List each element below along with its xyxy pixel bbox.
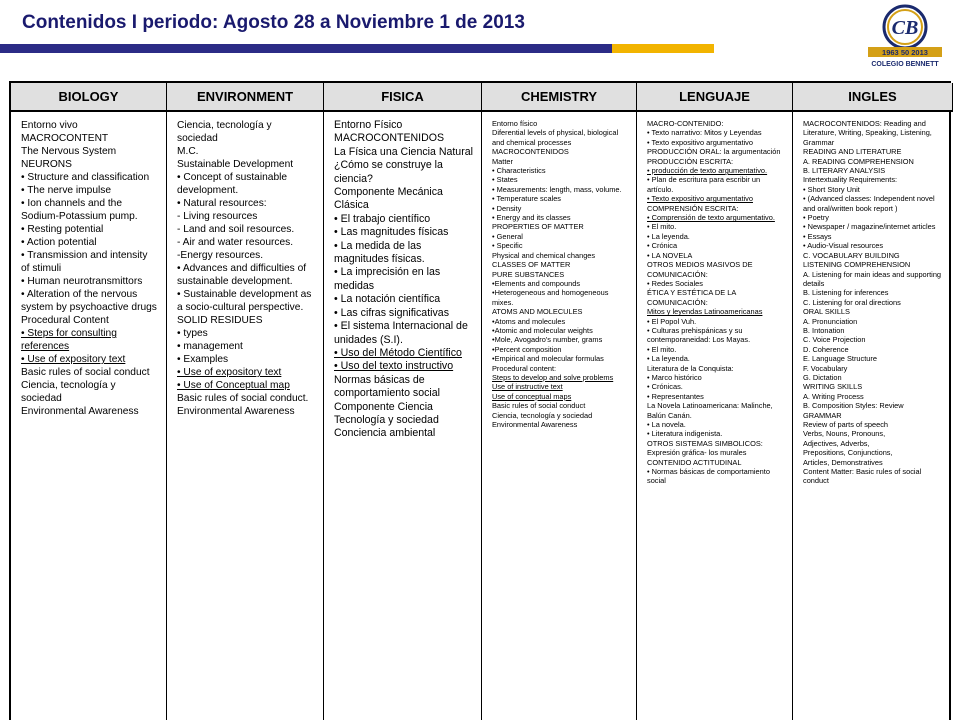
content-line: • El trabajo científico (334, 212, 431, 225)
column-lenguaje (637, 112, 793, 720)
logo-name: COLEGIO BENNETT (871, 61, 939, 68)
content-line: • Texto expositivo argumentativo (647, 137, 753, 147)
column-ingles (793, 112, 953, 720)
content-line: M.C. (177, 146, 199, 157)
content-line: Content Matter: Basic rules of social conduct (803, 467, 922, 486)
content-line: Environmental Awareness (177, 406, 295, 417)
content-line: • Advances and difficulties of sustainable development. (177, 263, 307, 287)
content-line: MACROCONTENIDOS (492, 147, 569, 157)
content-line: • Essays (803, 231, 832, 241)
content-line: • Uso del texto instructivo (334, 360, 454, 373)
content-line: WRITING SKILLS (803, 382, 863, 392)
content-line: • Literatura indigenista. (647, 429, 723, 439)
header-chemistry: CHEMISTRY (482, 83, 637, 112)
content-line: CONTENIDO ACTITUDINAL (647, 457, 742, 467)
content-line: ÉTICA Y ESTÉTICA DE LA COMUNICACIÓN: (647, 288, 736, 307)
content-line: • Action potential (21, 237, 97, 248)
content-line: Basic rules of social conduct (492, 401, 586, 411)
content-line: Environmental Awareness (21, 406, 139, 417)
content-line: ATOMS AND MOLECULES (492, 307, 583, 317)
content-line: Physical and chemical changes (492, 250, 596, 260)
content-line: A. Listening for main ideas and supporting details (803, 269, 942, 288)
title-underline-bar (0, 44, 612, 53)
content-line: • Human neurotransmittors (21, 276, 143, 287)
content-line: PRODUCCIÓN ORAL: la argumentación (647, 147, 781, 157)
content-line: LISTENING COMPREHENSION (803, 260, 911, 270)
content-line: • Measurements: length, mass, volume. (492, 184, 622, 194)
content-line: Matter (492, 156, 513, 166)
content-line: A. READING COMPREHENSION (803, 156, 914, 166)
content-line: • Resting potential (21, 224, 104, 235)
content-line: • Structure and classification (21, 172, 150, 183)
content-line: Prepositions, Conjunctions, (803, 448, 893, 458)
content-line: Sustainable Development (177, 159, 294, 170)
header-lenguaje: LENGUAJE (637, 83, 793, 112)
school-logo (858, 3, 952, 69)
content-line: Procedural Content (21, 315, 109, 326)
content-line: • Audio-Visual resources (803, 241, 884, 251)
content-line: • Ion channels and the Sodium-Potassium pump. (21, 198, 138, 222)
content-line: • El mito. (647, 344, 677, 354)
content-line: D. Coherence (803, 344, 849, 354)
content-line: ¿Cómo se construye la ciencia? (334, 159, 443, 185)
content-line: • La novela. (647, 420, 686, 429)
content-line: • Comprensión de texto argumentativo. (647, 213, 775, 223)
content-line: • Use of expository text (177, 367, 282, 378)
content-line: - Air and water resources. (177, 237, 294, 248)
content-line: • producción de texto argumentativo. (647, 166, 768, 176)
content-line: • La medida de las magnitudes físicas. (334, 239, 425, 266)
content-line: -Energy resources. (177, 250, 264, 261)
content-line: - Living resources (177, 211, 258, 222)
column-environment (167, 112, 324, 720)
content-line: •Mole, Avogadro's number, grams (492, 335, 603, 345)
content-line: • Culturas prehispánicas y su contemporaneidad: Los Mayas. (647, 325, 751, 345)
content-line: CLASSES OF MATTER (492, 260, 571, 270)
content-line: A. Pronunciation (803, 316, 858, 326)
content-line: • Transmission and intensity of stimuli (21, 250, 148, 274)
content-line: • Use of expository text (21, 354, 126, 365)
content-line: B. LITERARY ANALYSIS (803, 166, 886, 176)
content-line: • Crónicas. (647, 382, 683, 392)
column-fisica (324, 112, 482, 720)
content-line: Ciencia, tecnología y sociedad (492, 410, 593, 420)
content-line: • El mito. (647, 222, 677, 232)
content-line: • Las magnitudes físicas (334, 226, 449, 239)
content-line: PROPERTIES OF MATTER (492, 222, 584, 232)
content-line: - Land and soil resources. (177, 224, 295, 235)
content-line: C. Voice Projection (803, 335, 866, 345)
content-line: OTROS MEDIOS MASIVOS DE COMUNICACIÓN: (647, 260, 753, 279)
content-line: • La notación científica (334, 293, 441, 306)
column-biology (11, 112, 167, 720)
content-line: • Characteristics (492, 166, 546, 176)
content-line: Basic rules of social conduct (21, 367, 150, 378)
content-line: • States (492, 175, 518, 185)
content-line: Intertextuality Requirements: (803, 175, 898, 185)
content-line: • El sistema Internacional de unidades (S.I). (334, 320, 468, 346)
content-line: • Use of Conceptual map (177, 380, 290, 391)
content-line: Use of instructive text (492, 382, 563, 392)
content-line: • Energy and its classes (492, 213, 571, 223)
content-line: SOLID RESIDUES (177, 315, 263, 326)
content-line: La Física una Ciencia Natural (334, 145, 473, 158)
content-line: •Heterogeneous and homogeneous mixes. (492, 288, 609, 307)
content-line: • Density (492, 203, 522, 213)
content-line: • Newspaper / magazine/internet articles (803, 222, 936, 232)
content-line: • General (492, 231, 523, 241)
content-line: MACROCONTENT (21, 133, 109, 144)
content-line: • Poetry (803, 213, 830, 223)
content-line: NEURONS (21, 159, 72, 170)
content-line: • La imprecisión en las medidas (334, 266, 441, 292)
content-line: The Nervous System (21, 146, 117, 157)
content-line: Entorno vivo (21, 120, 78, 131)
content-line: • Short Story Unit (803, 184, 860, 194)
content-line: C. Listening for oral directions (803, 297, 901, 307)
content-line: Steps to develop and solve problems (492, 372, 614, 382)
content-line: Entorno Físico (334, 119, 403, 131)
content-line: PURE SUBSTANCES (492, 269, 565, 279)
content-line: Basic rules of social conduct. (177, 393, 309, 404)
content-line: Review of parts of speech (803, 420, 889, 429)
content-line: • (Advanced classes: Independent novel and oral/written book report ) (803, 194, 935, 213)
content-line: B. Listening for inferences (803, 288, 889, 298)
content-line: Articles, Demonstratives (803, 457, 883, 467)
content-line: Procedural content: (492, 363, 557, 373)
content-line: A. Writing Process (803, 391, 864, 401)
content-line: Componente Ciencia Tecnología y sociedad (334, 400, 439, 426)
content-line: • Temperature scales (492, 194, 561, 204)
content-line: • Redes Sociales (647, 278, 703, 288)
logo-years: 1963 50 2013 (882, 48, 928, 57)
content-line: • Sustainable development as a socio-cultural perspective. (177, 289, 312, 313)
content-line: MACRO-CONTENIDO: (647, 119, 724, 128)
content-line: Use of conceptual maps (492, 391, 572, 401)
content-line: • El Popol Vuh. (647, 316, 697, 326)
content-line: Normas básicas de comportamiento social (334, 373, 440, 400)
content-line: • Texto narrativo: Mitos y Leyendas (647, 128, 762, 138)
content-line: • Concept of sustainable development. (177, 172, 288, 196)
content-line: OTROS SISTEMAS SIMBOLICOS: (647, 438, 763, 448)
header-fisica: FISICA (324, 83, 482, 112)
header-biology: BIOLOGY (11, 83, 167, 112)
content-line: Entorno físico (492, 119, 538, 128)
content-line: Mitos y leyendas Latinoamericanas (647, 307, 763, 317)
content-line: • Texto expositivo argumentativo (647, 194, 753, 204)
content-line: F. Vocabulary (803, 363, 848, 373)
content-line: • Crónica (647, 241, 678, 251)
content-line: GRAMMAR (803, 410, 842, 420)
content-line: MACROCONTENIDOS (334, 132, 445, 145)
content-line: La Novela Latinoamericana: Malinche, Balún Canán. (647, 401, 773, 420)
content-line: • Natural resources: (177, 198, 267, 209)
content-line: • Examples (177, 354, 229, 365)
content-line: MACROCONTENIDOS: Reading and Literature, Writing, Speaking, Listening, Grammar (803, 119, 932, 147)
content-line: •Atoms and molecules (492, 316, 566, 326)
content-line: • Uso del Método Científico (334, 346, 462, 359)
header-ingles: INGLES (793, 83, 953, 112)
content-line: • Plan de escritura para escribir un artículo. (647, 175, 761, 194)
content-line: •Elements and compounds (492, 278, 581, 288)
content-line: • Specific (492, 241, 523, 251)
content-line: Conciencia ambiental (334, 427, 436, 440)
content-line: Verbs, Nouns, Pronouns, (803, 429, 886, 439)
content-line: •Empirical and molecular formulas (492, 354, 604, 364)
content-line: • Alteration of the nervous system by psychoactive drugs (21, 289, 157, 313)
content-line: COMPRENSIÓN ESCRITA: (647, 203, 739, 213)
content-line: • Marco histórico (647, 372, 702, 382)
content-line: • Representantes (647, 391, 704, 401)
content-line: •Atomic and molecular weights (492, 325, 593, 335)
content-line: • Las cifras significativas (334, 306, 449, 319)
content-line: ORAL SKILLS (803, 307, 850, 317)
content-line: • LA NOVELA (647, 250, 693, 260)
content-line: • management (177, 341, 243, 352)
content-line: B. Composition Styles: Review (803, 401, 904, 411)
content-line: G. Dictation (803, 372, 842, 382)
content-line: B. Intonation (803, 325, 845, 335)
content-line: Environmental Awareness (492, 420, 578, 429)
column-chemistry (482, 112, 637, 720)
content-line: Expresión gráfica- los murales (647, 448, 747, 458)
content-line: Literatura de la Conquista: (647, 363, 734, 373)
content-line: PRODUCCIÓN ESCRITA: (647, 156, 734, 166)
content-line: C. VOCABULARY BUILDING (803, 250, 900, 260)
content-line: E. Language Structure (803, 354, 877, 364)
content-line: • Steps for consulting references (21, 328, 117, 352)
title-accent-bar (612, 44, 714, 53)
page-title: Contenidos I periodo: Agosto 28 a Noviembre 1 de 2013 (22, 12, 525, 33)
content-line: • La leyenda. (647, 231, 690, 241)
content-line: READING AND LITERATURE (803, 147, 902, 157)
content-line: Ciencia, tecnología y sociedad (21, 380, 116, 404)
logo-initials: CB (891, 17, 919, 39)
header-environment: ENVIRONMENT (167, 83, 324, 112)
content-line: Componente Mecánica Clásica (334, 186, 443, 212)
content-line: • The nerve impulse (21, 185, 112, 196)
content-line: Adjectives, Adverbs, (803, 438, 870, 448)
content-line: •Percent composition (492, 344, 562, 354)
content-line: Ciencia, tecnología y sociedad (177, 120, 272, 144)
content-line: • types (177, 328, 208, 339)
content-table (9, 81, 951, 720)
content-line: • Normas básicas de comportamiento social (647, 467, 770, 486)
content-line: • La leyenda. (647, 354, 690, 364)
content-line: Diferential levels of physical, biological and chemical processes (492, 128, 619, 147)
